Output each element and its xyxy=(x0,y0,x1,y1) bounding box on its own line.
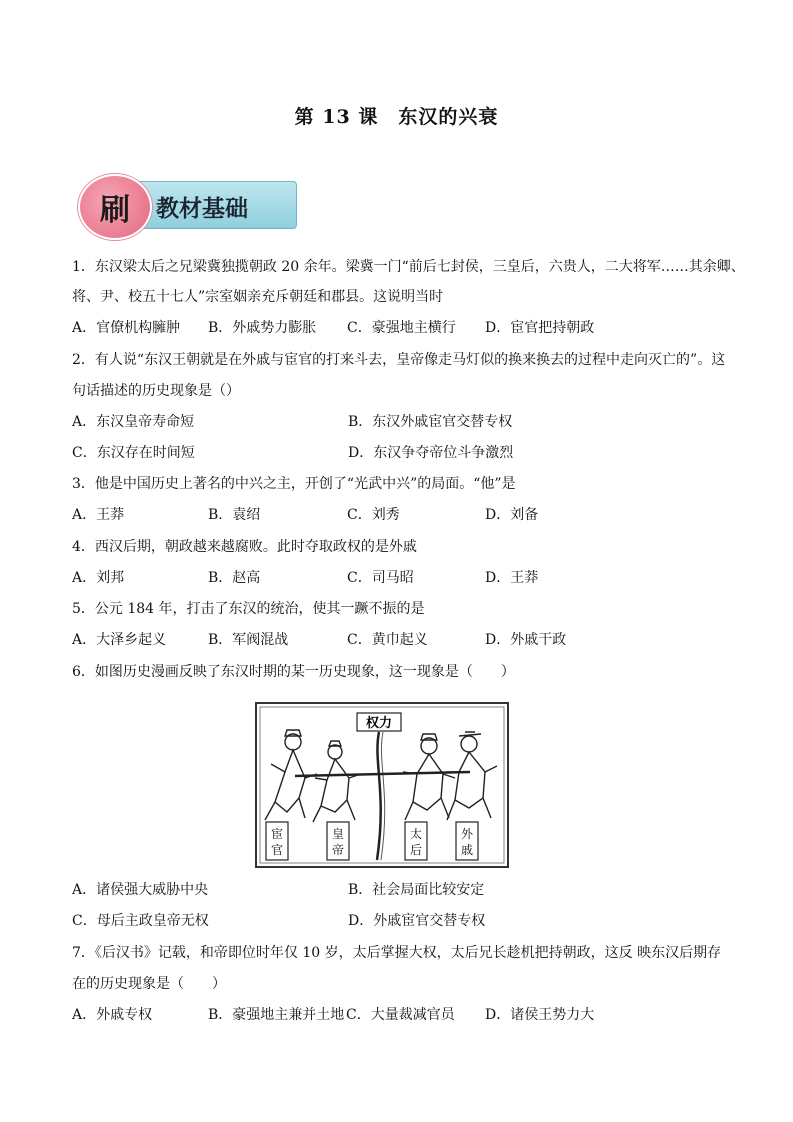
question-5-line-1: 5．公元 184 年，打击了东汉的统治，使其一蹶不振的是 xyxy=(72,601,425,617)
question-4-option-a: A．刘邦 xyxy=(72,570,125,586)
question-3-option-d: D．刘备 xyxy=(485,507,539,523)
question-4-option-d: D．王莽 xyxy=(485,570,539,586)
cartoon-label-eunuch: 宦 xyxy=(270,827,284,841)
question-3-line-1: 3．他是中国历史上著名的中兴之主，开创了“光武中兴”的局面。“他”是 xyxy=(72,476,516,492)
svg-text:官: 官 xyxy=(270,843,284,857)
question-4-option-c: C．司马昭 xyxy=(347,570,414,586)
question-3-option-c: C．刘秀 xyxy=(347,507,400,523)
section-label: 教材基础 xyxy=(156,195,248,222)
question-6-option-c: C．母后主政皇帝无权 xyxy=(72,913,209,929)
question-7-option-b: B．豪强地主兼并土地 xyxy=(208,1007,345,1023)
question-7-option-a: A．外戚专权 xyxy=(72,1007,153,1023)
question-5-option-d: D．外戚干政 xyxy=(485,632,567,648)
cartoon-label-empress-dowager: 太 xyxy=(409,827,423,841)
svg-text:戚: 戚 xyxy=(460,843,474,857)
question-2-line-2: 句话描述的历史现象是（） xyxy=(72,383,240,399)
question-5-option-a: A．大泽乡起义 xyxy=(72,632,167,648)
question-7-option-d: D．诸侯王势力大 xyxy=(485,1007,595,1023)
question-6-line-1: 6．如图历史漫画反映了东汉时期的某一历史现象，这一现象是（ ） xyxy=(72,664,515,680)
cartoon-top-label: 权力 xyxy=(365,716,393,731)
question-4-option-b: B．赵高 xyxy=(208,570,261,586)
question-2-option-a: A．东汉皇帝寿命短 xyxy=(72,414,195,430)
question-4-line-1: 4．西汉后期，朝政越来越腐败。此时夺取政权的是外戚 xyxy=(72,539,417,555)
question-1-line-2: 将、尹、校五十七人”宗室姻亲充斥朝廷和郡县。这说明当时 xyxy=(72,289,444,305)
question-2-option-b: B．东汉外戚宦官交替专权 xyxy=(348,414,513,430)
question-1-option-a: A．官僚机构臃肿 xyxy=(72,320,181,336)
question-1-option-d: D．宦官把持朝政 xyxy=(485,320,595,336)
question-1-option-b: B．外戚势力膨胀 xyxy=(208,320,317,336)
section-banner xyxy=(76,172,298,240)
question-3-option-b: B．袁绍 xyxy=(208,507,261,523)
question-2-line-1: 2．有人说“东汉王朝就是在外戚与宦官的打来斗去，皇帝像走马灯似的换来换去的过程中走向灭亡的”。这 xyxy=(72,352,726,368)
question-6-option-b: B．社会局面比较安定 xyxy=(348,882,485,898)
question-7-line-2: 在的历史现象是（ ） xyxy=(72,976,226,992)
question-5-option-c: C．黄巾起义 xyxy=(347,632,428,648)
question-3-option-a: A．王莽 xyxy=(72,507,125,523)
svg-text:后: 后 xyxy=(409,843,423,857)
page-title: 第 13 课 东汉的兴衰 xyxy=(294,106,499,128)
question-1-option-c: C．豪强地主横行 xyxy=(347,320,456,336)
question-7-option-c: C．大量裁减官员 xyxy=(346,1007,455,1023)
question-7-line-1: 7．《后汉书》记载，和帝即位时年仅 10 岁，太后掌握大权，太后兄长趁机把持朝政，这反 映东汉后期存 xyxy=(72,945,722,961)
cartoon-label-consort-clan: 外 xyxy=(460,827,474,841)
question-1-line-1: 1．东汉梁太后之兄梁冀独揽朝政 20 余年。梁冀一门“前后七封侯，三皇后，六贵人，二大将军……其余卿、 xyxy=(72,259,745,275)
question-5-option-b: B．军阀混战 xyxy=(208,632,289,648)
question-2-option-d: D．东汉争夺帝位斗争激烈 xyxy=(348,445,514,461)
question-6-option-a: A．诸侯强大威胁中央 xyxy=(72,882,209,898)
history-cartoon xyxy=(255,702,509,868)
question-6-option-d: D．外戚宦官交替专权 xyxy=(348,913,486,929)
svg-text:帝: 帝 xyxy=(331,843,345,857)
section-badge: 刷 xyxy=(78,174,152,240)
cartoon-label-emperor: 皇 xyxy=(331,827,345,841)
question-2-option-c: C．东汉存在时间短 xyxy=(72,445,195,461)
